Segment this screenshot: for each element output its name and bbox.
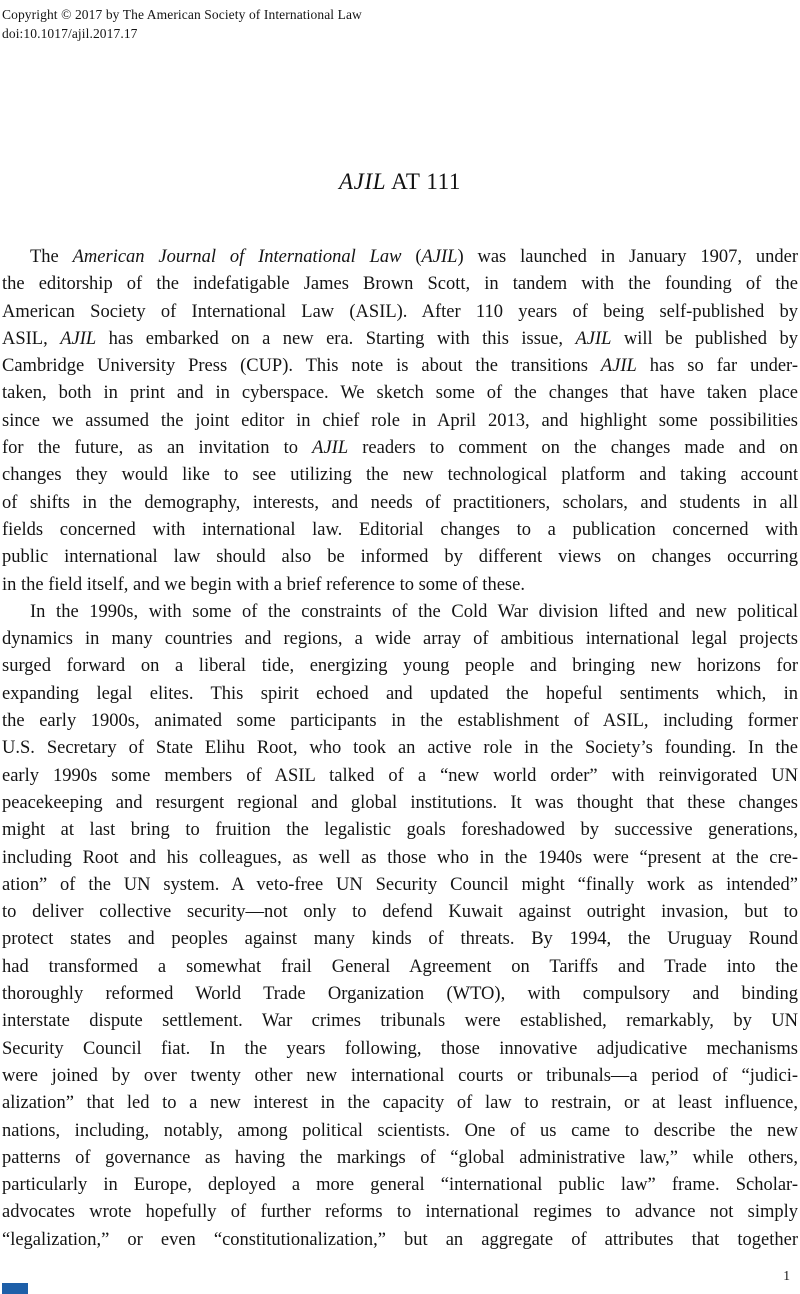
text-line: had transformed a somewhat frail General Agreement on Tariffs and Trade into the	[2, 956, 798, 977]
text-line: the editorship of the indefatigable James Brown Scott, in tandem with the founding of the	[2, 274, 798, 295]
text-line: to deliver collective security—not only to defend Kuwait against outright invasion, but to	[2, 902, 798, 923]
text-line: Cambridge University Press (CUP). This note is about the transitions AJIL has so far under-	[2, 356, 798, 377]
article-body	[2, 244, 798, 1254]
text-line: interstate dispute settlement. War crimes tribunals were established, remarkably, by UN	[2, 1011, 798, 1032]
text-line: taken, both in print and in cyberspace. We sketch some of the changes that have taken place	[2, 383, 798, 404]
text-line: in the field itself, and we begin with a brief reference to some of these.	[2, 574, 525, 595]
text-line: the early 1900s, animated some participants in the establishment of ASIL, including former	[2, 711, 798, 732]
doi-line: doi:10.1017/ajil.2017.17	[2, 26, 138, 41]
paragraph-2	[2, 599, 798, 1254]
text-line: since we assumed the joint editor in chief role in April 2013, and highlight some possibilities	[2, 410, 798, 431]
text-line: including Root and his colleagues, as well as those who in the 1940s were “present at the cre-	[2, 847, 798, 868]
text-line: Security Council fiat. In the years following, those innovative adjudicative mechanisms	[2, 1038, 798, 1059]
text-line: for the future, as an invitation to AJIL readers to comment on the changes made and on	[2, 438, 798, 459]
text-line: changes they would like to see utilizing the new technological platform and taking account	[2, 465, 798, 486]
text-line: might at last bring to fruition the legalistic goals foreshadowed by successive generations,	[2, 820, 798, 841]
text-line: thoroughly reformed World Trade Organization (WTO), with compulsory and binding	[2, 984, 798, 1005]
text-line: early 1990s some members of ASIL talked of a “new world order” with reinvigorated UN	[2, 765, 798, 786]
text-line: peacekeeping and resurgent regional and global institutions. It was thought that these changes	[2, 792, 798, 813]
text-line: U.S. Secretary of State Elihu Root, who took an active role in the Society’s founding. In the	[2, 738, 798, 759]
text-line: In the 1990s, with some of the constraints of the Cold War division lifted and new political	[30, 601, 798, 622]
text-line: protect states and peoples against many kinds of threats. By 1994, the Uruguay Round	[2, 929, 798, 950]
text-line: ation” of the UN system. A veto-free UN Security Council might “finally work as intended”	[2, 874, 798, 895]
text-line: alization” that led to a new interest in the capacity of law to restrain, or at least influence,	[2, 1093, 798, 1114]
page-header	[2, 5, 798, 43]
text-line: American Society of International Law (ASIL). After 110 years of being self-published by	[2, 301, 798, 322]
text-line: dynamics in many countries and regions, a wide array of ambitious international legal projects	[2, 629, 798, 650]
text-line: expanding legal elites. This spirit echoed and updated the hopeful sentiments which, in	[2, 683, 798, 704]
paragraph-1	[2, 244, 798, 599]
text-line: advocates wrote hopefully of further reforms to international regimes to advance not simply	[2, 1202, 798, 1223]
copyright-line: Copyright © 2017 by The American Society of International Law	[2, 7, 362, 22]
text-line: of shifts in the demography, interests, and needs of practitioners, scholars, and students in all	[2, 492, 798, 513]
page-number: 1	[783, 1268, 790, 1283]
text-line: were joined by over twenty other new international courts or tribunals—a period of “judici-	[2, 1065, 798, 1086]
text-line: patterns of governance as having the markings of “global administrative law,” while others,	[2, 1147, 798, 1168]
text-line: public international law should also be informed by different views on changes occurring	[2, 547, 798, 568]
text-line: fields concerned with international law. Editorial changes to a publication concerned with	[2, 519, 798, 540]
cambridge-banner-fragment	[2, 1283, 28, 1294]
text-line: ASIL, AJIL has embarked on a new era. Starting with this issue, AJIL will be published by	[2, 328, 798, 349]
text-line: The American Journal of International Law (AJIL) was launched in January 1907, under	[30, 247, 798, 267]
text-line: particularly in Europe, deployed a more general “international public law” frame. Scholar-	[2, 1175, 798, 1196]
article-title: AJIL AT 111	[338, 169, 462, 194]
text-line: “legalization,” or even “constitutionalization,” but an aggregate of attributes that together	[2, 1229, 798, 1250]
text-line: surged forward on a liberal tide, energizing young people and bringing new horizons for	[2, 656, 798, 677]
text-line: nations, including, notably, among political scientists. One of us came to describe the new	[2, 1120, 798, 1141]
